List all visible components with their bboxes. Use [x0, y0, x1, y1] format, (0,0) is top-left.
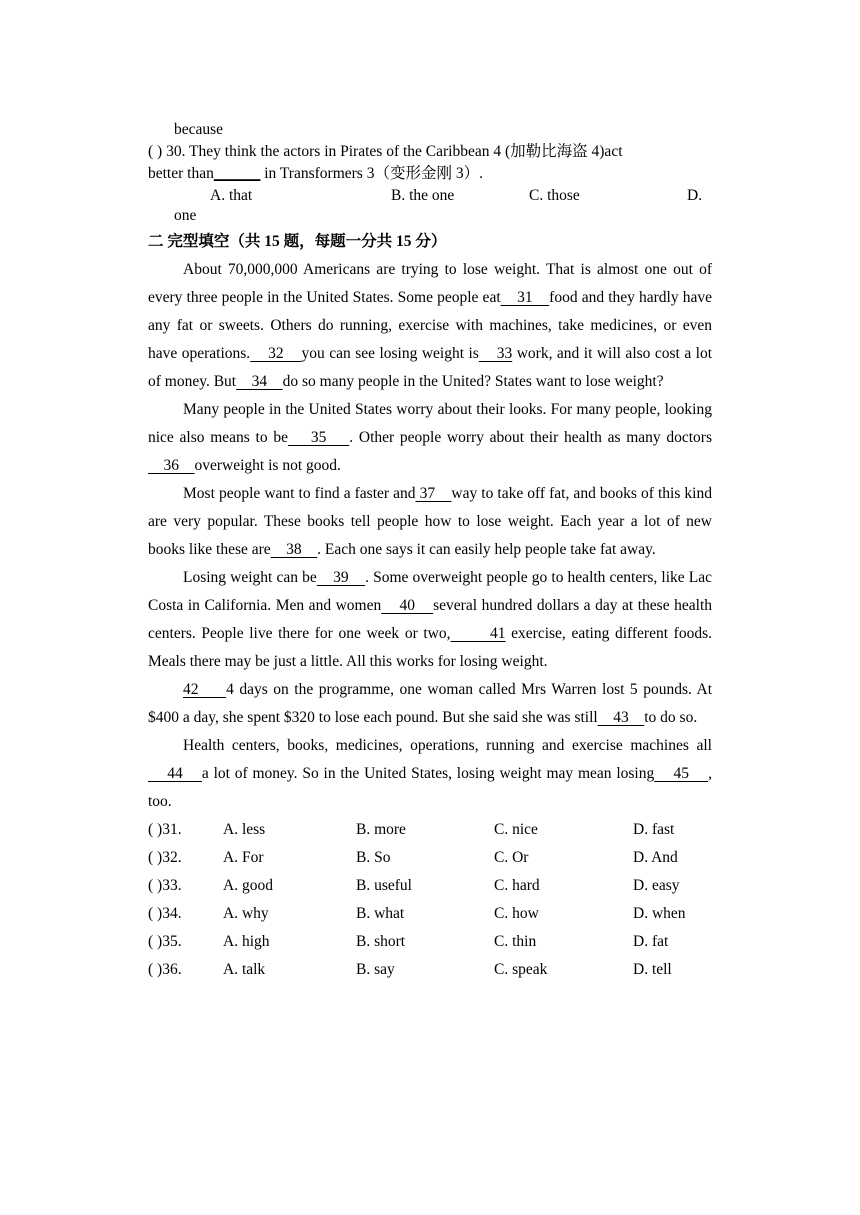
passage-paragraph-4: Losing weight can be 39 . Some overweight people go to health centers, like Lac Costa in California. Men and women 40 several hundred dollars a day at these health centers. People live there for one week or two, 41 exercise, eating different foods. Meals there may be just a little. All this works for losing weight.	[148, 569, 713, 670]
question-30-option-c: C. those	[529, 187, 580, 204]
blank-39: 39	[316, 569, 366, 586]
blank-31: 31	[500, 289, 550, 306]
blank-34: 34	[236, 373, 283, 390]
passage-paragraph-2: Many people in the United States worry about their looks. For many people, looking nice also means to be 35 . Other people worry about their health as many doctors 36 overweight is not good.	[148, 401, 712, 474]
blank-40: 40	[381, 597, 434, 614]
question-30-line1: ( ) 30. They think the actors in Pirates of the Caribbean 4 (加勒比海盗 4)act	[148, 143, 623, 160]
blank-35: 35	[287, 429, 350, 446]
options-list	[148, 816, 712, 984]
question-30-line2	[148, 164, 483, 184]
option-row-33: ( )33. A. good B. useful C. hard D. easy	[148, 877, 680, 894]
blank-43: 43	[597, 709, 645, 726]
blank-38: 38	[270, 541, 318, 558]
option-row-32: ( )32. A. For B. So C. Or D. And	[148, 849, 678, 866]
section-title: 二 完型填空（共 15 题，每题一分共 15 分）	[148, 233, 447, 250]
blank-33: 33	[478, 345, 513, 362]
question-30-option-b: B. the one	[391, 187, 455, 204]
question-30-option-a: A. that	[210, 187, 253, 204]
passage-paragraph-6: Health centers, books, medicines, operations, running and exercise machines all 44 a lot of money. So in the United States, losing weight may mean losing 45 , too.	[148, 737, 713, 810]
option-row-35: ( )35. A. high B. short C. thin D. fat	[148, 933, 669, 950]
question-30-text-post: in Transformers 3（变形金刚 3）.	[260, 165, 483, 182]
passage-paragraph-5: 42 4 days on the programme, one woman called Mrs Warren lost 5 pounds. At $400 a day, she spent $320 to lose each pound. But she said she was still 43 to do so.	[148, 681, 713, 726]
cloze-passage	[148, 256, 712, 984]
question-30-option-d: D.	[687, 187, 703, 204]
option-row-36: ( )36. A. talk B. say C. speak D. tell	[148, 961, 672, 978]
passage-paragraph-1: About 70,000,000 Americans are trying to lose weight. That is almost one out of every three people in the United States. Some people eat 31 food and they hardly have any fat or sweets. Others do running, exercise with machines, take medicines, or even have operations. 32 you can see losing weight is 33 work, and it will also cost a lot of money. But 34 do so many people in the United? States want to lose weight?	[148, 261, 713, 390]
blank-42: 42	[183, 681, 227, 698]
question-30-text-pre: better than	[148, 165, 214, 182]
blank-45: 45	[654, 765, 709, 782]
blank-37: 37	[415, 485, 452, 502]
blank-41: 41	[450, 625, 506, 642]
option-row-34: ( )34. A. why B. what C. how D. when	[148, 905, 686, 922]
question-30-blank: ______	[213, 165, 261, 182]
passage-paragraph-3: Most people want to find a faster and 37 way to take off fat, and books of this kind are very popular. These books tell people how to lose weight. Each year a lot of new books like these are 38 . Each one says it can easily help people take fat away.	[148, 485, 712, 558]
blank-44: 44	[148, 765, 202, 782]
blank-36: 36	[148, 457, 195, 474]
blank-32: 32	[250, 345, 302, 362]
question-30-option-d-cont: one	[174, 207, 197, 224]
option-row-31: ( )31. A. less B. more C. nice D. fast	[148, 821, 675, 838]
prev-question-tail: because	[174, 121, 224, 138]
